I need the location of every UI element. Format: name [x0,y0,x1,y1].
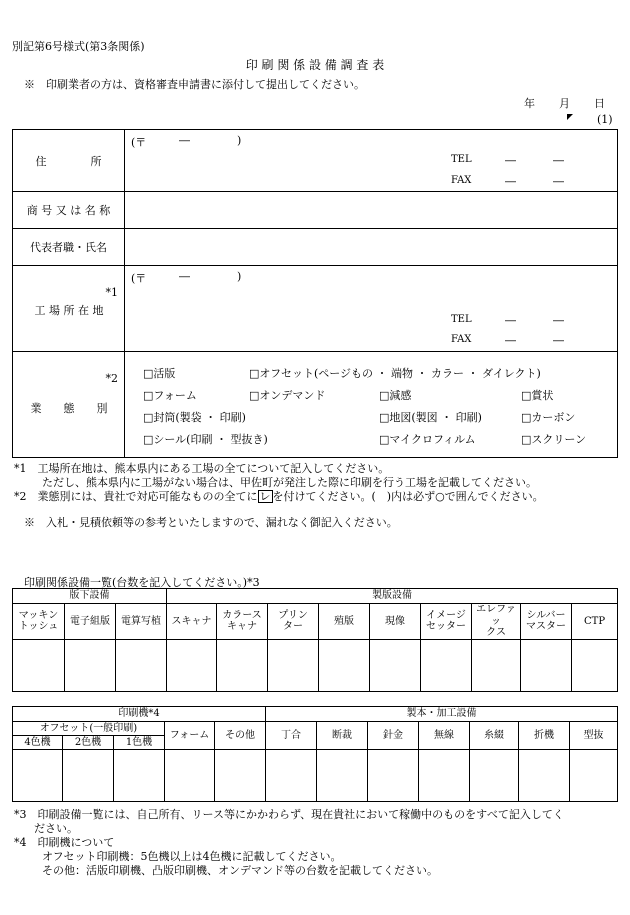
business-type-options [125,352,618,458]
note-3: ※ 入札・見積依頼等の参考といたしますので、漏れなく御記入ください。 [24,516,398,529]
factory-tel-dash-1: ― [505,314,516,327]
col-1color: 1色機 [114,736,165,750]
factory-fax-dash-2: ― [553,334,564,347]
input-color-scanner[interactable] [217,639,268,691]
page-number: (1) [597,113,613,126]
corner-mark-icon [567,114,573,120]
postal-prefix: (〒 [131,136,147,149]
fax-label: FAX [451,175,472,186]
factory-tel-label: TEL [451,314,472,325]
col-shokuhan: 殖版 [319,604,370,640]
factory-tel-dash-2: ― [553,314,564,327]
col-katanuki: 型抜 [570,722,618,750]
factory-postal-dash: ― [179,270,190,283]
input-2color[interactable] [63,750,114,802]
note-1a: *1 工場所在地は、熊本県内にある工場の全てについて記入してください。 [14,462,390,475]
input-katanuki[interactable] [570,750,618,802]
factory-label-cell [13,266,125,352]
option-genkan[interactable]: □減感 [379,389,412,402]
business-label-cell [13,352,125,458]
representative-field[interactable] [125,229,618,266]
col-2color: 2色機 [63,736,114,750]
postal-suffix: ) [237,134,242,147]
col-densan-shashoku: 電算写植 [116,604,167,640]
factory-label: 工 場 所 在 地 [34,304,104,317]
tel-label: TEL [451,154,472,165]
input-densan-shashoku[interactable] [116,639,167,691]
business-type-label: 業 態 別 [30,402,108,415]
tel-dash-1: ― [505,154,516,167]
col-harigane: 針金 [368,722,419,750]
input-form-press[interactable] [165,750,215,802]
note-2a: *2 業態別には、貴社で対応可能なものの全てに [14,490,258,503]
option-offset[interactable]: □オフセット(ページもの ・ 端物 ・ カラー ・ ダイレクト) [249,367,541,380]
form-number: 別記第6号様式(第3条関係) [12,40,145,53]
binding-header: 製本・加工設備 [266,707,618,722]
option-carbon[interactable]: □カーボン [521,411,576,424]
input-genzo[interactable] [370,639,421,691]
input-printer[interactable] [268,639,319,691]
col-musen: 無線 [419,722,470,750]
option-shojo[interactable]: □賞状 [521,389,554,402]
note-2b: を付けてください。( )内は必ず○で囲んでください。 [272,490,544,503]
date-day-label: 日 [594,97,605,110]
footnote-4a: *4 印刷機について [14,836,115,849]
address-field[interactable] [125,130,618,192]
submission-notice: ※ 印刷業者の方は、資格審査申請書に添付して提出してください。 [24,78,365,91]
note-2 [14,490,544,504]
col-silver-master: シルバー マスター [521,604,572,640]
col-oriki: 折機 [519,722,570,750]
representative-label: 代表者職・氏名 [30,241,107,254]
col-ctp: CTP [572,604,618,640]
press-binding-table [12,706,618,802]
input-chogo[interactable] [266,750,317,802]
input-oriki[interactable] [519,750,570,802]
input-elefax[interactable] [472,639,521,691]
company-name-label: 商 号 又 は 名 称 [26,204,111,217]
input-harigane[interactable] [368,750,419,802]
page-title: 印 刷 関 係 設 備 調 査 表 [245,58,385,72]
option-katsuhan[interactable]: □活版 [143,367,176,380]
factory-footnote-mark: *1 [105,286,118,299]
rep-label-cell [13,229,125,266]
prepress-header: 版下設備 [13,589,167,604]
col-other-press: その他 [215,722,266,750]
footnote-4c: その他：活版印刷機、凸版印刷機、オンデマンド等の台数を記載してください。 [42,864,438,877]
col-scanner: スキャナ [167,604,217,640]
col-macintosh: マッキン トッシュ [13,604,65,640]
col-denshi-kumihan: 電子組版 [65,604,116,640]
input-imagesetter[interactable] [421,639,472,691]
postal-dash: ― [179,134,190,147]
platemaking-header: 製版設備 [167,589,618,604]
col-dansai: 断裁 [317,722,368,750]
footnote-3b: ださい。 [34,822,78,835]
check-mark-box: レ [259,490,271,503]
factory-postal-prefix: (〒 [131,272,147,285]
input-ctp[interactable] [572,639,618,691]
input-macintosh[interactable] [13,639,65,691]
factory-address-field[interactable] [125,266,618,352]
option-micro[interactable]: □マイクロフィルム [379,433,476,446]
input-musen[interactable] [419,750,470,802]
col-printer: プリン ター [268,604,319,640]
equipment-list-title: 印刷関係設備一覧(台数を記入してください。)*3 [24,576,260,589]
company-name-field[interactable] [125,192,618,229]
col-form-press: フォーム [165,722,215,750]
company-info-table [12,129,618,458]
name-label-cell [13,192,125,229]
tel-dash-2: ― [553,154,564,167]
date-year-label: 年 [524,97,535,110]
note-1b: ただし、熊本県内に工場がない場合は、甲佐町が発注した際に印刷を行う工場を記載してください。 [42,476,537,489]
input-itotoji[interactable] [470,750,519,802]
date-month-label: 月 [559,97,570,110]
col-4color: 4色機 [13,736,63,750]
col-itotoji: 糸綴 [470,722,519,750]
fax-dash-1: ― [505,175,516,188]
offset-header: オフセット(一般印刷) [13,722,165,736]
input-other-press[interactable] [215,750,266,802]
option-ondemand[interactable]: □オンデマンド [249,389,326,402]
business-footnote-mark: *2 [105,372,118,385]
option-screen[interactable]: □スクリーン [521,433,587,446]
option-form[interactable]: □フォーム [143,389,197,402]
col-color-scanner: カラース キャナ [217,604,268,640]
factory-postal-suffix: ) [237,270,242,283]
input-1color[interactable] [114,750,165,802]
fax-dash-2: ― [553,175,564,188]
col-imagesetter: イメージ セッター [421,604,472,640]
input-silver-master[interactable] [521,639,572,691]
factory-fax-label: FAX [451,334,472,345]
input-shokuhan[interactable] [319,639,370,691]
col-genzo: 現像 [370,604,421,640]
input-dansai[interactable] [317,750,368,802]
input-scanner[interactable] [167,639,217,691]
footnote-3a: *3 印刷設備一覧には、自己所有、リース等にかかわらず、現在貴社において稼働中のものをすべて記入してく [14,808,564,821]
press-header: 印刷機*4 [13,707,266,722]
col-chogo: 丁合 [266,722,317,750]
address-label-cell [13,130,125,192]
input-4color[interactable] [13,750,63,802]
footnote-4b: オフセット印刷機：5色機以上は4色機に記載してください。 [42,850,342,863]
col-elefax: エレファッ クス [472,604,521,640]
factory-fax-dash-1: ― [505,334,516,347]
address-label: 住 所 [35,154,102,168]
option-futo[interactable]: □封筒(製袋 ・ 印刷) [143,411,246,424]
option-seal[interactable]: □シール(印刷 ・ 型抜き) [143,433,268,446]
prepress-equipment-table [12,588,618,692]
option-chizu[interactable]: □地図(製図 ・ 印刷) [379,411,482,424]
input-denshi-kumihan[interactable] [65,639,116,691]
